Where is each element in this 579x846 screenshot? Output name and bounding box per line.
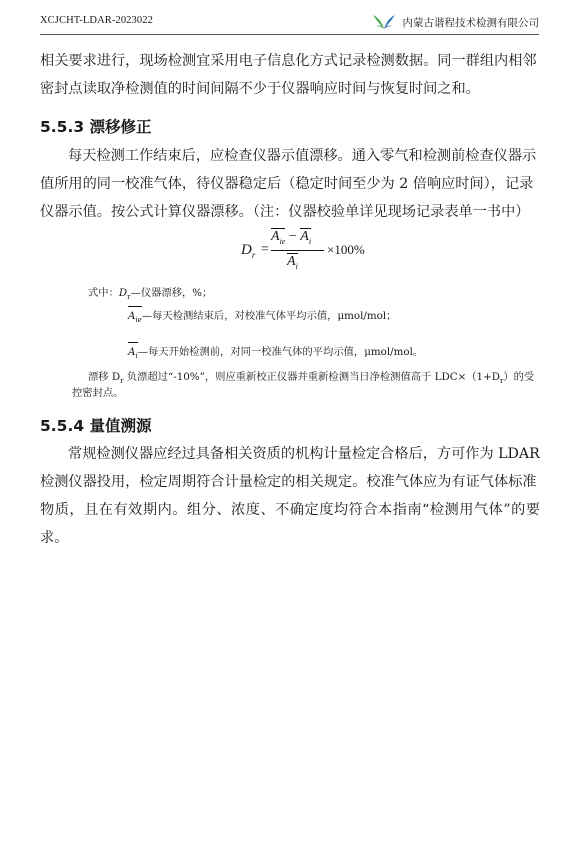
header-rule xyxy=(40,34,539,35)
intro-line-1: 相关要求进行，现场检测宜采用电子信息化方式记录检测数据。同一群组内相邻 xyxy=(40,53,537,69)
formula-denominator: $A_i$ xyxy=(287,254,298,271)
section-553-line-2: 值所用的同一校准气体，待仪器稳定后（稳定时间至少为 2 倍响应时间），记录 xyxy=(40,176,534,192)
section-554-line-3: 物质，且在有效期内。组分、浓度、不确定度均符合本指南“检测用气体”的要求。 xyxy=(40,502,540,547)
section-553-line-3: 仪器示值。按公式计算仪器漂移。（注：仪器校验单详见现场记录表单一书中） xyxy=(40,204,530,220)
company-block xyxy=(371,12,540,32)
formula-equals: = xyxy=(261,242,269,257)
note-aie: $A_{ie}—$每天检测结束后，对校准气体平均示值，μmol/mol； xyxy=(128,306,396,329)
note-drift-line-2: 控密封点。 xyxy=(72,387,124,399)
intro-line-2: 密封点读取净检测值的时间间隔不少于仪器响应时间与恢复时间之和。 xyxy=(40,81,480,97)
section-554-line-2: 检测仪器投用，检定周期符合计量检定的相关规定。校准气体应为有证气体标准 xyxy=(40,474,537,490)
company-logo-icon xyxy=(371,12,397,32)
note-ai: $A_i—$每天开始检测前，对同一校准气体的平均示值，μmol/mol。 xyxy=(128,342,423,365)
drift-formula xyxy=(241,226,371,278)
section-554-line-1: 常规检测仪器应经过具备相关资质的机构计量检定合格后，方可作为 LDAR xyxy=(68,446,540,462)
formula-factor: ×100% xyxy=(327,242,365,257)
document-id: XCJCHT-LDAR-2023022 xyxy=(40,15,153,26)
section-heading-553: 5.5.3 漂移修正 xyxy=(40,118,152,136)
section-heading-554: 5.5.4 量值溯源 xyxy=(40,417,152,435)
formula-numerator: $A_{ie} - A_i$ xyxy=(271,229,312,246)
company-name: 内蒙古谐程技术检测有限公司 xyxy=(402,16,539,29)
note-where: 式中：$D_r—$仪器漂移，%； xyxy=(88,287,213,302)
formula-fraction-bar xyxy=(271,250,324,251)
formula-lhs: $D_r$ xyxy=(241,242,256,260)
page-header xyxy=(40,6,539,34)
note-drift-line-1: 漂移 $D_r$ 负漂超过“-10%”，则应重新校正仪器并重新检测当日净检测值高于 $LDC\times(1+D_r)$的受 xyxy=(88,371,535,386)
section-553-line-1: 每天检测工作结束后，应检查仪器示值漂移。通入零气和检测前检查仪器示 xyxy=(68,148,537,164)
